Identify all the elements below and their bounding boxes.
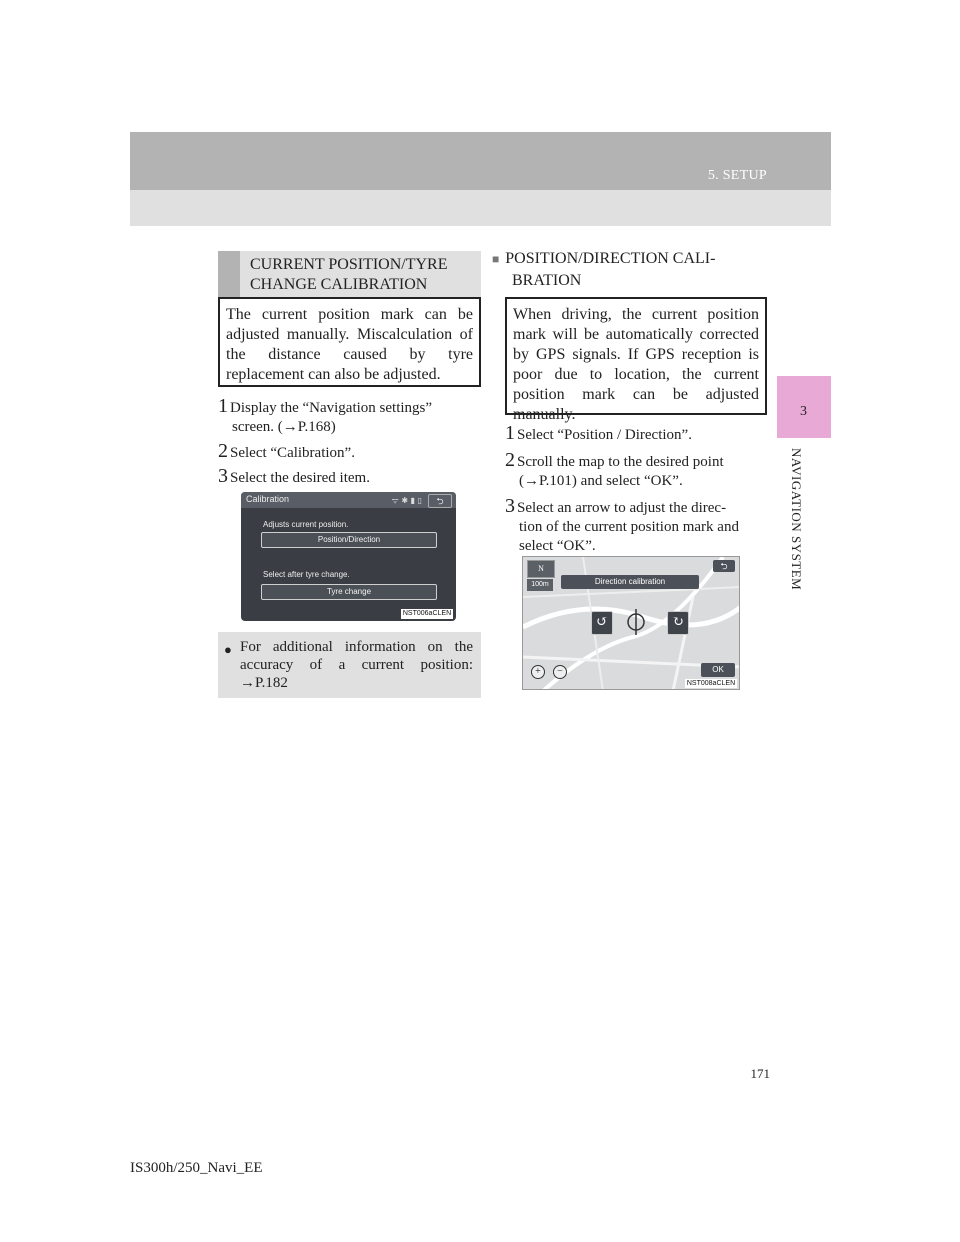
step-text-cont: select “OK”.: [519, 538, 596, 554]
step-number: 3: [505, 495, 515, 517]
zoom-in-icon[interactable]: +: [531, 665, 545, 679]
position-direction-button[interactable]: Position/Direction: [261, 532, 437, 548]
calibration-screen: [241, 492, 456, 621]
step-number: 1: [218, 395, 228, 417]
chapter-number: 3: [800, 404, 807, 419]
header-subband: [130, 190, 831, 226]
step-text: Select an arrow to adjust the direc-: [517, 500, 727, 516]
step-number: 2: [218, 440, 228, 462]
step-text-cont: screen. (→P.168): [232, 419, 336, 435]
right-step-2: [505, 451, 770, 491]
status-icons: ᯤ ✱ ▮ ▯: [391, 496, 422, 505]
map-scale: 100m: [527, 579, 553, 591]
left-step-1: [218, 397, 481, 437]
step-text: Display the “Navigation settings”: [230, 400, 433, 416]
left-intro-box: The current position mark can be adjusted manually. Miscalculation of the distance caused by tyre replacement can also be adjusted.: [218, 297, 481, 387]
screen-label-position: Adjusts current position.: [263, 520, 349, 529]
screen-label-tyre: Select after tyre change.: [263, 570, 350, 579]
ok-button[interactable]: OK: [701, 663, 735, 677]
right-step-3: [505, 497, 770, 556]
step-number: 3: [218, 465, 228, 487]
document-footer: IS300h/250_Navi_EE: [130, 1160, 263, 1176]
back-button[interactable]: ⮌: [428, 494, 452, 508]
step-number: 1: [505, 422, 515, 444]
title-line-2: CHANGE CALIBRATION: [250, 276, 428, 293]
map-back-button[interactable]: ⮌: [713, 560, 735, 572]
rotate-right-arrow-icon[interactable]: ↻: [667, 611, 689, 635]
left-step-3: [218, 467, 481, 488]
compass-icon[interactable]: N: [527, 560, 555, 578]
chapter-label: NAVIGATION SYSTEM: [789, 448, 804, 591]
step-text: Scroll the map to the desired point: [517, 454, 724, 470]
step-number: 2: [505, 449, 515, 471]
step-text: Select “Position / Direction”.: [517, 427, 692, 443]
title-bar-accent: [218, 251, 240, 297]
title-line-1: CURRENT POSITION/TYRE: [250, 256, 448, 273]
step-text-cont: (→P.101) and select “OK”.: [519, 473, 683, 489]
left-step-2: [218, 442, 481, 463]
screen-title: Calibration: [246, 494, 290, 504]
step-text-cont: tion of the current position mark and: [519, 519, 739, 535]
tyre-change-button[interactable]: Tyre change: [261, 584, 437, 600]
subhead-line-2: BRATION: [512, 272, 582, 289]
step-text: Select the desired item.: [230, 470, 370, 486]
rotate-left-arrow-icon[interactable]: ↺: [591, 611, 613, 635]
right-section-title: [492, 248, 770, 292]
step-text: Select “Calibration”.: [230, 445, 355, 461]
right-intro-box: When driving, the current position mark will be automatically corrected by GPS signals. If GPS reception is poor due to location, the current position mark can be adjusted manually.: [505, 297, 767, 415]
direction-calibration-map: [522, 556, 740, 690]
section-title: 5. SETUP: [707, 168, 767, 183]
bullet-icon: ●: [224, 642, 232, 657]
left-info-box: [218, 632, 481, 698]
square-bullet-icon: ■: [492, 252, 500, 266]
chapter-tab: [777, 376, 831, 438]
figure-code: NST006aCLEN: [402, 610, 452, 617]
zoom-out-icon[interactable]: −: [553, 665, 567, 679]
page-number: 171: [750, 1066, 770, 1081]
direction-calibration-banner: Direction calibration: [561, 575, 699, 589]
left-section-title: [218, 251, 481, 297]
subhead-line-1: POSITION/DIRECTION CALI-: [505, 250, 716, 267]
right-step-1: [505, 424, 770, 445]
figure-code: NST008aCLEN: [686, 680, 736, 687]
info-text: For additional information on the accuracy of a current position: →P.182: [240, 639, 473, 691]
